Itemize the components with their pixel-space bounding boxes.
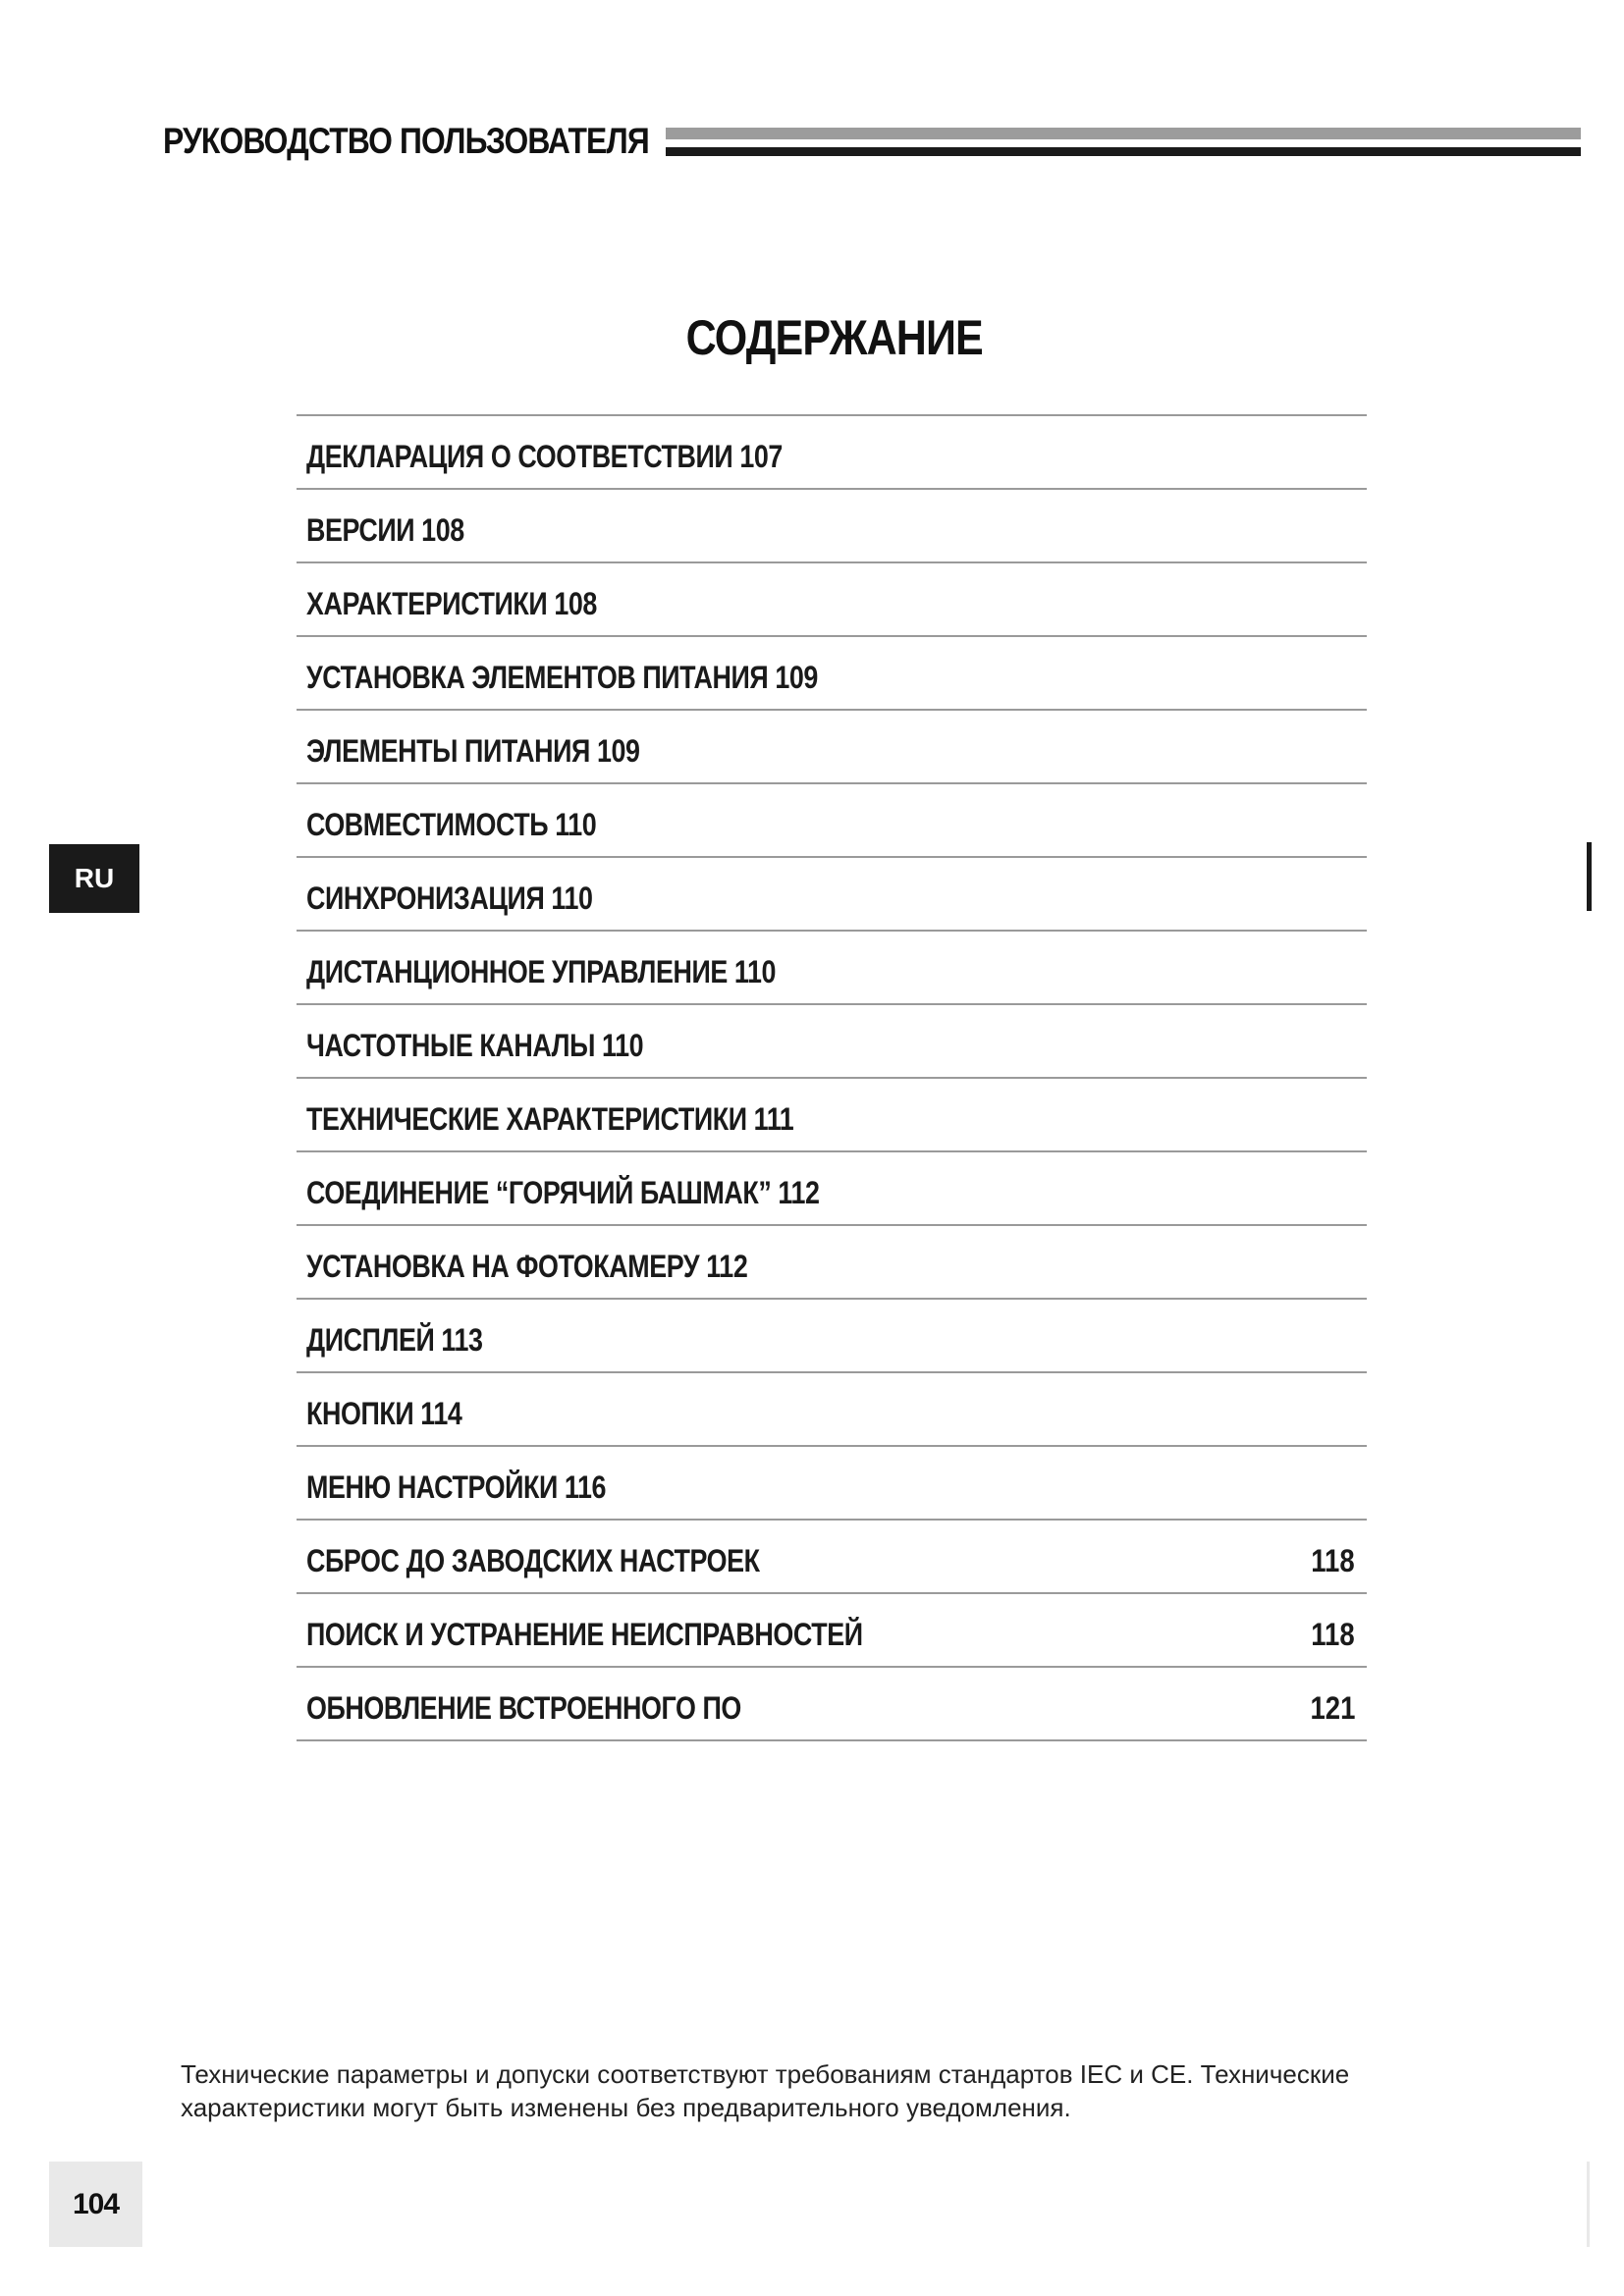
toc-item[interactable] (297, 1005, 1367, 1079)
toc-item[interactable] (297, 416, 1367, 490)
toc-item-label: ЧАСТОТНЫЕ КАНАЛЫ 110 (306, 1028, 644, 1063)
toc-item[interactable] (297, 1594, 1367, 1668)
toc-item-label: ДИСТАНЦИОННОЕ УПРАВЛЕНИЕ 110 (306, 954, 777, 989)
page-title (0, 306, 1624, 369)
footnote-line-2: характеристики могут быть изменены без предварительного уведомления. (181, 2093, 1071, 2122)
toc-item-page: 118 (1311, 1617, 1355, 1652)
right-bottom-marker (1587, 2162, 1590, 2247)
toc-item-label: ДИСПЛЕЙ 113 (306, 1322, 483, 1358)
toc-item[interactable] (297, 1668, 1367, 1741)
toc-item-label: ЭЛЕМЕНТЫ ПИТАНИЯ 109 (306, 733, 640, 769)
toc-item-label: КНОПКИ 114 (306, 1396, 462, 1431)
toc-item-label: ТЕХНИЧЕСКИЕ ХАРАКТЕРИСТИКИ 111 (306, 1101, 794, 1137)
page-header (163, 120, 1581, 163)
footnote-line-1: Технические параметры и допуски соответствуют требованиям стандартов IEC и CE. Технические (181, 2059, 1350, 2089)
table-of-contents (297, 414, 1367, 1741)
page-number: 104 (49, 2162, 142, 2247)
toc-item[interactable] (297, 1226, 1367, 1300)
toc-item[interactable] (297, 858, 1367, 932)
toc-item-label: ПОИСК И УСТРАНЕНИЕ НЕИСПРАВНОСТЕЙ (306, 1617, 863, 1652)
toc-item[interactable] (297, 784, 1367, 858)
toc-item[interactable] (297, 932, 1367, 1005)
toc-item[interactable] (297, 1521, 1367, 1594)
toc-item[interactable] (297, 711, 1367, 784)
toc-item-label: СОВМЕСТИМОСТЬ 110 (306, 807, 597, 842)
toc-item[interactable] (297, 637, 1367, 711)
toc-item-label: ВЕРСИИ 108 (306, 512, 464, 548)
toc-item[interactable] (297, 490, 1367, 563)
toc-item[interactable] (297, 1079, 1367, 1152)
header-rule-gray (666, 128, 1581, 139)
language-tab: RU (49, 844, 139, 913)
toc-item-label: УСТАНОВКА ЭЛЕМЕНТОВ ПИТАНИЯ 109 (306, 660, 818, 695)
header-rule-black (666, 147, 1581, 156)
toc-item-label: СБРОС ДО ЗАВОДСКИХ НАСТРОЕК (306, 1543, 760, 1578)
toc-item-label: ДЕКЛАРАЦИЯ О СООТВЕТСТВИИ 107 (306, 439, 783, 474)
toc-item-page: 121 (1310, 1690, 1355, 1726)
footnote (181, 2057, 1496, 2124)
toc-item[interactable] (297, 1300, 1367, 1373)
toc-item-label: УСТАНОВКА НА ФОТОКАМЕРУ 112 (306, 1249, 748, 1284)
header-title: РУКОВОДСТВО ПОЛЬЗОВАТЕЛЯ (163, 121, 649, 161)
toc-item-page: 118 (1311, 1543, 1355, 1578)
toc-item[interactable] (297, 1447, 1367, 1521)
page-title-text: СОДЕРЖАНИЕ (685, 310, 984, 365)
right-edge-marker (1587, 842, 1592, 911)
toc-item-label: СИНХРОНИЗАЦИЯ 110 (306, 881, 593, 916)
toc-item-label: ХАРАКТЕРИСТИКИ 108 (306, 586, 597, 621)
toc-item[interactable] (297, 1373, 1367, 1447)
toc-item-label: СОЕДИНЕНИЕ “ГОРЯЧИЙ БАШМАК” 112 (306, 1175, 820, 1210)
toc-item-label: МЕНЮ НАСТРОЙКИ 116 (306, 1469, 607, 1505)
toc-item[interactable] (297, 1152, 1367, 1226)
toc-item-label: ОБНОВЛЕНИЕ ВСТРОЕННОГО ПО (306, 1690, 741, 1726)
toc-item[interactable] (297, 563, 1367, 637)
